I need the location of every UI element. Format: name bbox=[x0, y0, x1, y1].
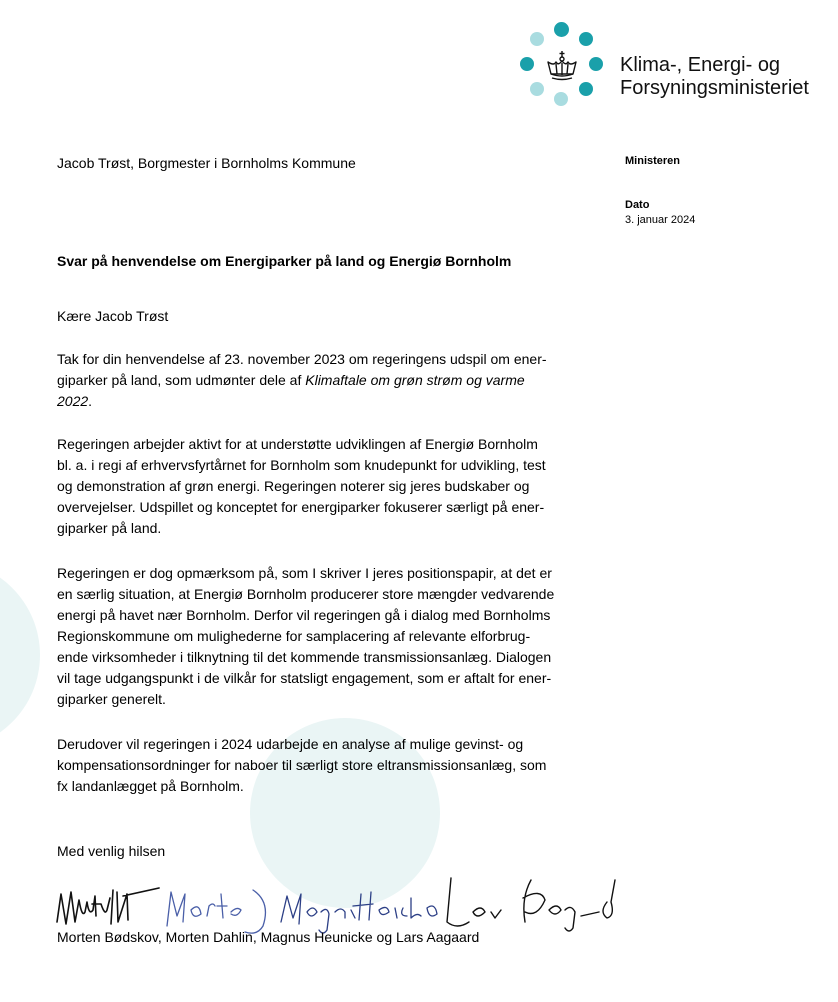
paragraph-3 bbox=[57, 563, 607, 710]
paragraph-line: og demonstration af grøn energi. Regeringen noterer sig jeres budskaber og bbox=[57, 478, 530, 494]
signature-dahlin bbox=[167, 890, 265, 933]
logo-dot bbox=[530, 82, 544, 96]
logo-dot bbox=[520, 57, 534, 71]
paragraph-line: Regeringen er dog opmærksom på, som I skriver I jeres positionspapir, at det er bbox=[57, 565, 552, 581]
paragraph-line: giparker på land. bbox=[57, 520, 162, 536]
paragraph-line: fx landanlægget på Bornholm. bbox=[57, 778, 244, 794]
logo-text-line1: Klima-, Energi- og bbox=[620, 54, 781, 76]
agreement-title: Klimaftale om grøn strøm og varme bbox=[305, 372, 525, 388]
logo-dot bbox=[554, 22, 569, 37]
paragraph-line: vil tage udgangspunkt i de vilkår for statsligt engagement, som er aftalt for ener- bbox=[57, 670, 552, 686]
recipient: Jacob Trøst, Borgmester i Bornholms Kommune bbox=[57, 155, 356, 171]
crown-icon bbox=[545, 50, 579, 82]
paragraph-line bbox=[57, 391, 607, 412]
paragraph-1 bbox=[57, 349, 607, 412]
minister-label: Ministeren bbox=[625, 155, 681, 167]
logo-dot bbox=[579, 32, 593, 46]
background-circle-left bbox=[0, 560, 40, 750]
paragraph-line: Regionskommune om mulighederne for samplacering af relevante elforbrug- bbox=[57, 628, 531, 644]
signers: Morten Bødskov, Morten Dahlin, Magnus Heunicke og Lars Aagaard bbox=[57, 929, 480, 945]
salutation: Kære Jacob Trøst bbox=[57, 308, 169, 324]
date-label: Dato bbox=[625, 199, 650, 211]
paragraph-line bbox=[57, 370, 607, 391]
paragraph-line: ende virksomheder i tilknytning til det kommende transmissionsanlæg. Dialogen bbox=[57, 649, 552, 665]
ministry-logo bbox=[518, 22, 828, 112]
date-value: 3. januar 2024 bbox=[625, 214, 696, 226]
logo-dot bbox=[589, 57, 603, 71]
signature-bodskov bbox=[57, 888, 159, 924]
paragraph-line: kompensationsordninger for naboer til særligt store eltransmissionsanlæg, som bbox=[57, 757, 547, 773]
letter-subject: Svar på henvendelse om Energiparker på land og Energiø Bornholm bbox=[57, 253, 512, 269]
signature-aagaard bbox=[447, 878, 615, 931]
text-plain: giparker på land, som udmønter dele af bbox=[57, 372, 306, 388]
paragraph-2 bbox=[57, 434, 607, 539]
signature-heunicke bbox=[281, 892, 437, 933]
paragraph-line: Tak for din henvendelse af 23. november 2023 om regeringens udspil om ener- bbox=[57, 351, 547, 367]
agreement-year: 2022 bbox=[57, 393, 89, 409]
paragraph-line: Derudover vil regeringen i 2024 udarbejde en analyse af mulige gevinst- og bbox=[57, 736, 524, 752]
logo-text-line2: Forsyningsministeriet bbox=[620, 77, 809, 99]
logo-mark bbox=[518, 22, 604, 108]
paragraph-4 bbox=[57, 734, 607, 797]
closing: Med venlig hilsen bbox=[57, 843, 166, 859]
logo-dot bbox=[554, 92, 568, 106]
logo-text bbox=[620, 54, 809, 100]
paragraph-line: giparker generelt. bbox=[57, 691, 166, 707]
paragraph-line: overvejelser. Udspillet og konceptet for energiparker fokuserer særligt på ener- bbox=[57, 499, 545, 515]
paragraph-line: Regeringen arbejder aktivt for at understøtte udviklingen af Energiø Bornholm bbox=[57, 436, 538, 452]
paragraph-line: en særlig situation, at Energiø Bornholm producerer store mængder vedvarende bbox=[57, 586, 555, 602]
paragraph-line: energi på havet nær Bornholm. Derfor vil regeringen gå i dialog med Bornholms bbox=[57, 607, 551, 623]
logo-dot bbox=[579, 82, 593, 96]
paragraph-line: bl. a. i regi af erhvervsfyrtårnet for Bornholm som knudepunkt for udvikling, test bbox=[57, 457, 546, 473]
logo-dot bbox=[530, 32, 544, 46]
text-plain: . bbox=[88, 393, 93, 409]
